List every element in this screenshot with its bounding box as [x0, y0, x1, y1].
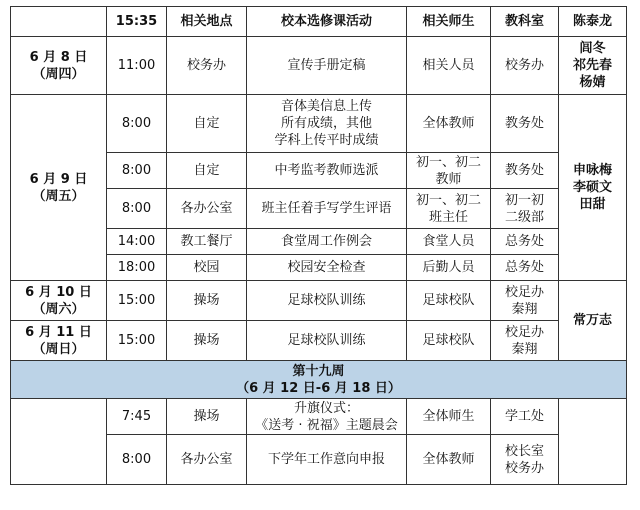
- place-cell: 操场: [167, 281, 247, 321]
- time-cell: 8:00: [107, 435, 167, 485]
- people-cell: 初一、初二 教师: [407, 153, 491, 189]
- dept-cell: 校长室 校务办: [491, 435, 559, 485]
- week-banner-row: [11, 361, 627, 399]
- people-cell: 足球校队: [407, 281, 491, 321]
- duty-cell: 申咏梅 李硕文 田甜: [559, 95, 627, 281]
- activity-cell: 班主任着手写学生评语: [247, 189, 407, 229]
- time-cell: 8:00: [107, 153, 167, 189]
- table-row: [11, 321, 627, 361]
- place-cell: 校务办: [167, 37, 247, 95]
- people-cell: 全体教师: [407, 435, 491, 485]
- activity-cell: 音体美信息上传 所有成绩，其他 学科上传平时成绩: [247, 95, 407, 153]
- place-cell: 自定: [167, 153, 247, 189]
- place-cell: 教工餐厅: [167, 229, 247, 255]
- table-row: [11, 95, 627, 153]
- duty-cell: [559, 399, 627, 485]
- people-cell: 全体教师: [407, 95, 491, 153]
- people-cell: 相关师生: [407, 7, 491, 37]
- dept-cell: 校足办 秦翔: [491, 281, 559, 321]
- dept-cell: 校足办 秦翔: [491, 321, 559, 361]
- place-cell: 各办公室: [167, 189, 247, 229]
- place-cell: 自定: [167, 95, 247, 153]
- table-row: [11, 37, 627, 95]
- time-cell: 15:35: [107, 7, 167, 37]
- time-cell: 8:00: [107, 189, 167, 229]
- activity-cell: 升旗仪式： 《送考 · 祝福》主题晨会: [247, 399, 407, 435]
- time-cell: 14:00: [107, 229, 167, 255]
- place-cell: 各办公室: [167, 435, 247, 485]
- activity-cell: 下学年工作意向申报: [247, 435, 407, 485]
- dept-cell: 教科室: [491, 7, 559, 37]
- dept-cell: 初一初 二级部: [491, 189, 559, 229]
- time-cell: 11:00: [107, 37, 167, 95]
- people-cell: 后勤人员: [407, 255, 491, 281]
- date-cell: 6 月 10 日 （周六）: [11, 281, 107, 321]
- week-banner: 第十九周 （6 月 12 日-6 月 18 日）: [11, 361, 627, 399]
- people-cell: 食堂人员: [407, 229, 491, 255]
- duty-cell: 陈泰龙: [559, 7, 627, 37]
- place-cell: 校园: [167, 255, 247, 281]
- date-cell: 6 月 11 日 （周日）: [11, 321, 107, 361]
- activity-cell: 足球校队训练: [247, 281, 407, 321]
- activity-cell: 宣传手册定稿: [247, 37, 407, 95]
- activity-cell: 校本选修课活动: [247, 7, 407, 37]
- time-cell: 7:45: [107, 399, 167, 435]
- dept-cell: 教务处: [491, 153, 559, 189]
- date-cell: [11, 7, 107, 37]
- time-cell: 8:00: [107, 95, 167, 153]
- dept-cell: 教务处: [491, 95, 559, 153]
- table-row: [11, 399, 627, 435]
- table-row: [11, 281, 627, 321]
- activity-cell: 中考监考教师选派: [247, 153, 407, 189]
- activity-cell: 校园安全检查: [247, 255, 407, 281]
- dept-cell: 总务处: [491, 229, 559, 255]
- people-cell: 初一、初二 班主任: [407, 189, 491, 229]
- activity-cell: 食堂周工作例会: [247, 229, 407, 255]
- time-cell: 15:00: [107, 321, 167, 361]
- date-cell: 6 月 9 日 （周五）: [11, 95, 107, 281]
- people-cell: 全体师生: [407, 399, 491, 435]
- place-cell: 相关地点: [167, 7, 247, 37]
- dept-cell: 校务办: [491, 37, 559, 95]
- people-cell: 足球校队: [407, 321, 491, 361]
- duty-cell: 常万志: [559, 281, 627, 361]
- dept-cell: 总务处: [491, 255, 559, 281]
- time-cell: 18:00: [107, 255, 167, 281]
- time-cell: 15:00: [107, 281, 167, 321]
- place-cell: 操场: [167, 321, 247, 361]
- dept-cell: 学工处: [491, 399, 559, 435]
- date-cell: [11, 399, 107, 485]
- schedule-table: [10, 6, 627, 485]
- date-cell: 6 月 8 日 （周四）: [11, 37, 107, 95]
- people-cell: 相关人员: [407, 37, 491, 95]
- activity-cell: 足球校队训练: [247, 321, 407, 361]
- duty-cell: 闾冬 祁先春 杨婧: [559, 37, 627, 95]
- place-cell: 操场: [167, 399, 247, 435]
- table-row: [11, 7, 627, 37]
